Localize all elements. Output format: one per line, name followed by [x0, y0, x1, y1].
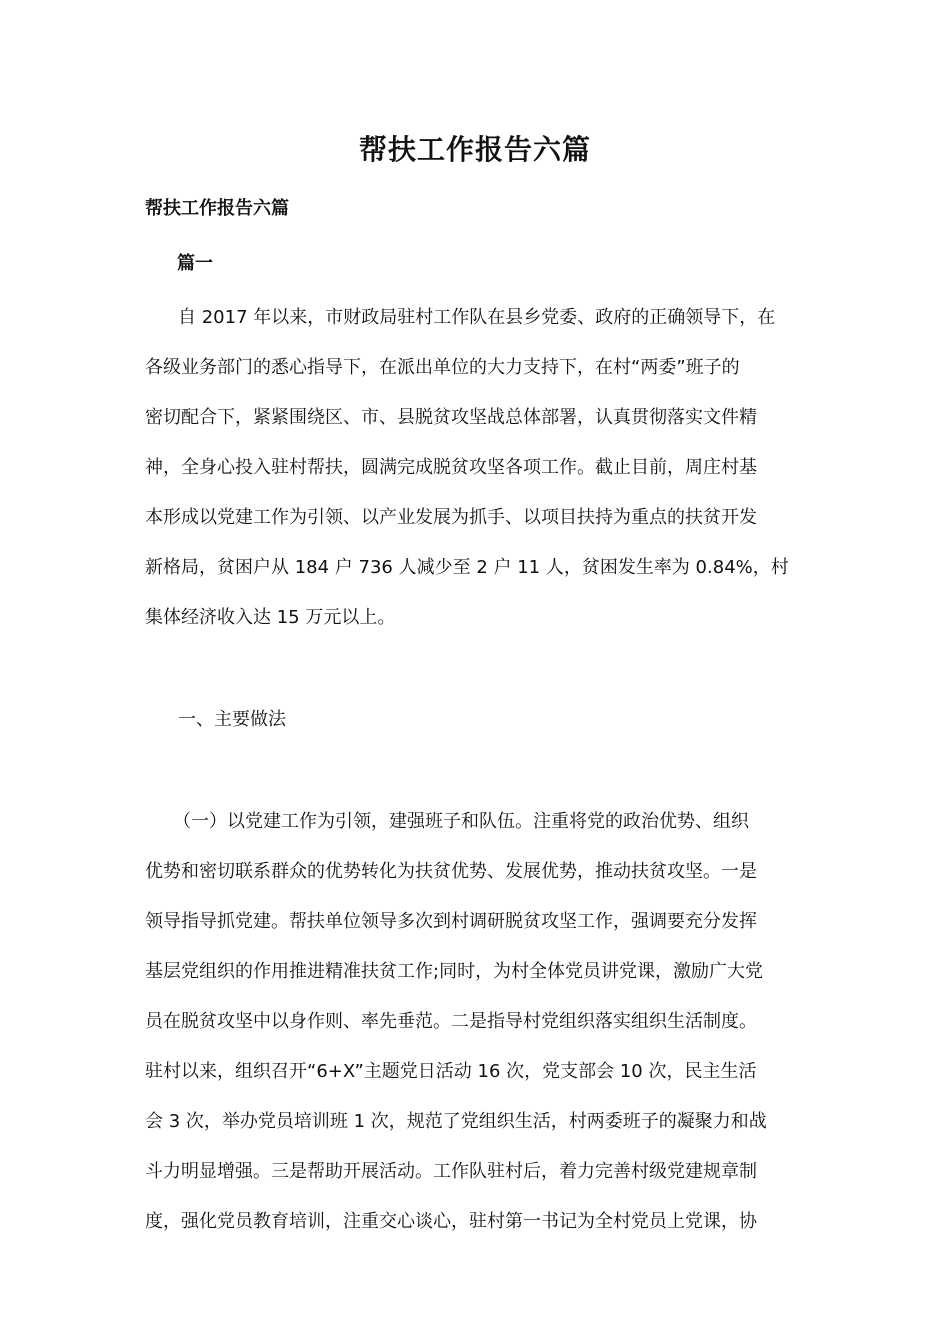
- document-body: [145, 305, 815, 1259]
- document-title: 帮扶工作报告六篇: [358, 133, 591, 166]
- paragraph-line: 基层党组织的作用推进精准扶贫工作;同时，为村全体党员讲党课，激励广大党: [145, 961, 764, 982]
- paragraph-gap: [145, 655, 815, 707]
- paragraph-line: 神，全身心投入驻村帮扶，圆满完成脱贫攻坚各项工作。截止目前，周庄村基: [145, 457, 757, 478]
- paragraph-line: 斗力明显增强。三是帮助开展活动。工作队驻村后，着力完善村级党建规章制: [145, 1161, 757, 1182]
- paragraph-line: 自 2017 年以来，市财政局驻村工作队在县乡党委、政府的正确领导下，在: [178, 307, 776, 328]
- paragraph-line: 驻村以来，组织召开“6+X”主题党日活动 16 次，党支部会 10 次，民主生活: [145, 1061, 757, 1082]
- paragraph-line: 领导指导抓党建。帮扶单位领导多次到村调研脱贫攻坚工作，强调要充分发挥: [145, 911, 757, 932]
- paragraph-line: 各级业务部门的悉心指导下，在派出单位的大力支持下，在村“两委”班子的: [145, 357, 740, 378]
- section-title: 篇一: [177, 253, 213, 274]
- paragraph-line: 新格局，贫困户从 184 户 736 人减少至 2 户 11 人，贫困发生率为 0.84%，村: [145, 557, 789, 578]
- paragraph-line: 本形成以党建工作为引领、以产业发展为抓手、以项目扶持为重点的扶贫开发: [145, 507, 757, 528]
- paragraph-line: 密切配合下，紧紧围绕区、市、县脱贫攻坚战总体部署，认真贯彻落实文件精: [145, 407, 757, 428]
- paragraph-line: 员在脱贫攻坚中以身作则、率先垂范。二是指导村党组织落实组织生活制度。: [145, 1011, 757, 1032]
- document-subtitle: 帮扶工作报告六篇: [145, 198, 289, 219]
- paragraph-gap: [145, 757, 815, 809]
- paragraph-line: 会 3 次，举办党员培训班 1 次，规范了党组织生活，村两委班子的凝聚力和战: [145, 1111, 767, 1132]
- paragraph-line: （一）以党建工作为引领，建强班子和队伍。注重将党的政治优势、组织: [173, 811, 749, 832]
- paragraph-line: 优势和密切联系群众的优势转化为扶贫优势、发展优势，推动扶贫攻坚。一是: [145, 861, 757, 882]
- section-heading: 一、主要做法: [178, 709, 286, 730]
- paragraph-line: 集体经济收入达 15 万元以上。: [145, 607, 396, 628]
- paragraph-line: 度，强化党员教育培训，注重交心谈心，驻村第一书记为全村党员上党课，协: [145, 1211, 757, 1232]
